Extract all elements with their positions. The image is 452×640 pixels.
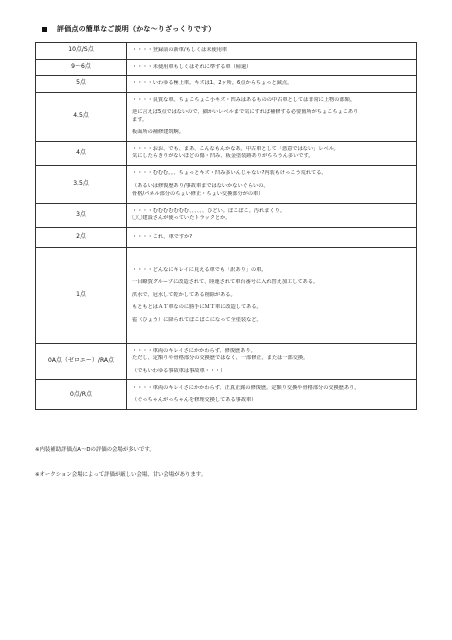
- grade-label: 3.5点: [36, 165, 127, 203]
- description-line: （でもいわゆる事故車は事故車・・・）: [132, 367, 226, 374]
- description-line: （ぐっちゃんがっちゃんを修理交換してある事故車）: [132, 397, 257, 404]
- description-line: ・・・・むむむむむむむ、、、、、、ひどい。ぼこぼこ。汚れまくり。: [132, 207, 286, 214]
- description-line: 気にしたらきりがないほどの傷・凹み、板金塗装跡ありがちろうん多いです。: [132, 153, 314, 160]
- description-line: 骨格/パネル部分のちょい修正・ちょい交換部分がの車）: [132, 190, 264, 197]
- description-line: 一目瞭賀グループに改造されて、陸運されて車台番号に入れ替え加工してある。: [132, 279, 319, 286]
- description-line: ・・・・車両のキレイさにかかわらず、正真正銘の修復歴。定額り交換や骨格部分の交換歴あり。: [132, 384, 360, 391]
- grade-description: [127, 343, 417, 380]
- page-title-text: 評価点の簡単なご説明（かな〜りざっくりです）: [57, 25, 216, 33]
- description-line: 逆に言えば5点ではないので、細かいレベルまで気にすれば補修する必要箇所がちょこちょこあり: [132, 109, 359, 116]
- description-line: ・・・・良質な車。ちょこちょこ小キズ・凹みはあるものの中古車としては非常に上物の部類。: [132, 96, 355, 103]
- grade-row: [36, 380, 417, 410]
- grade-label: 1点: [36, 247, 127, 343]
- grade-label: 2点: [36, 227, 127, 247]
- grade-description: [127, 76, 417, 93]
- grade-row: [36, 43, 417, 60]
- grade-row: [36, 76, 417, 93]
- description-line: ・・・・車両のキレイさにかかわらず、修復歴あり。: [132, 347, 256, 354]
- description-line: ・・・・どんなにキレイに見える車でも「訳あり」の車。: [132, 266, 267, 273]
- grade-label: 0点/R点: [36, 380, 127, 410]
- description-line: 〇〇建設さんが使っていたトラックとか。: [132, 215, 231, 222]
- description-line: 雹（ひょう）に降られてぼこぼこになって全塗装など。: [132, 316, 262, 323]
- grade-row: [36, 343, 417, 380]
- description-line: ・・・・登録前の新車/もしくは未使用車: [132, 47, 228, 53]
- grade-description: [127, 165, 417, 203]
- grade-label: 4.5点: [36, 92, 127, 141]
- grade-description: [127, 92, 417, 141]
- description-line: 板面所の補修建筑啊。: [132, 129, 184, 136]
- description-line: ・・・・いわゆる極上車。キズは1、2ヶ所。6点からちょっと減点。: [132, 80, 293, 87]
- grade-table-body: [36, 43, 417, 410]
- grade-description: [127, 203, 417, 227]
- grade-label: 5点: [36, 76, 127, 93]
- grade-row: [36, 227, 417, 247]
- description-line: （あるいは修復歴あり/事故車まではないかないぐらいの、: [132, 183, 269, 190]
- grade-row: [36, 247, 417, 343]
- grade-row: [36, 203, 417, 227]
- description-line: ・・・・これ、車ですか?: [132, 233, 193, 240]
- footnote-auction-venue: ※オークション会場によって評価が厳しい会場、甘い会場があります。: [35, 472, 207, 478]
- footnote-interior-grade: ※内装補助評価点A〜Dの評価の会場が多いです。: [35, 447, 155, 453]
- grade-description: [127, 141, 417, 165]
- page-title: [42, 24, 215, 34]
- grade-row: [36, 92, 417, 141]
- grade-row: [36, 165, 417, 203]
- description-line: ます。: [132, 116, 148, 123]
- grade-row: [36, 141, 417, 165]
- description-line: ・・・・未使用車もしくはそれに準ずる車（帰還）: [132, 63, 252, 70]
- description-line: ・・・・むむむ。。、ちょっとキズ・凹み多いんじゃない?内装もけっこう荒れてる。: [132, 170, 327, 177]
- description-line: ・・・・おお、でも、まあ、こんなもんかなあ。中古車として「悪意ではない」レベル。: [132, 145, 339, 152]
- grade-label: 9〜6点: [36, 59, 127, 76]
- grade-label: 10点/S点: [36, 43, 127, 60]
- grade-row: [36, 59, 417, 76]
- grade-description: [127, 59, 417, 76]
- grade-label: 4点: [36, 141, 127, 165]
- grade-description: [127, 380, 417, 410]
- grade-description: [127, 43, 417, 60]
- grade-label: 0A点（ゼロエー）/RA点: [36, 343, 127, 380]
- description-line: もともとはＡＴ車なのに勝手にＭＴ車に改造してある。: [132, 304, 262, 311]
- grade-label: 3点: [36, 203, 127, 227]
- description-line: ただし、定額りや骨格部分の交換歴ではなく、一部修正、または一部交換。: [132, 355, 309, 362]
- grade-description: [127, 247, 417, 343]
- square-bullet-icon: [42, 27, 47, 32]
- grade-table: [35, 42, 417, 410]
- grade-description: [127, 227, 417, 247]
- description-line: 洪水で、冠水して乾かしてある削除がある。: [132, 291, 236, 298]
